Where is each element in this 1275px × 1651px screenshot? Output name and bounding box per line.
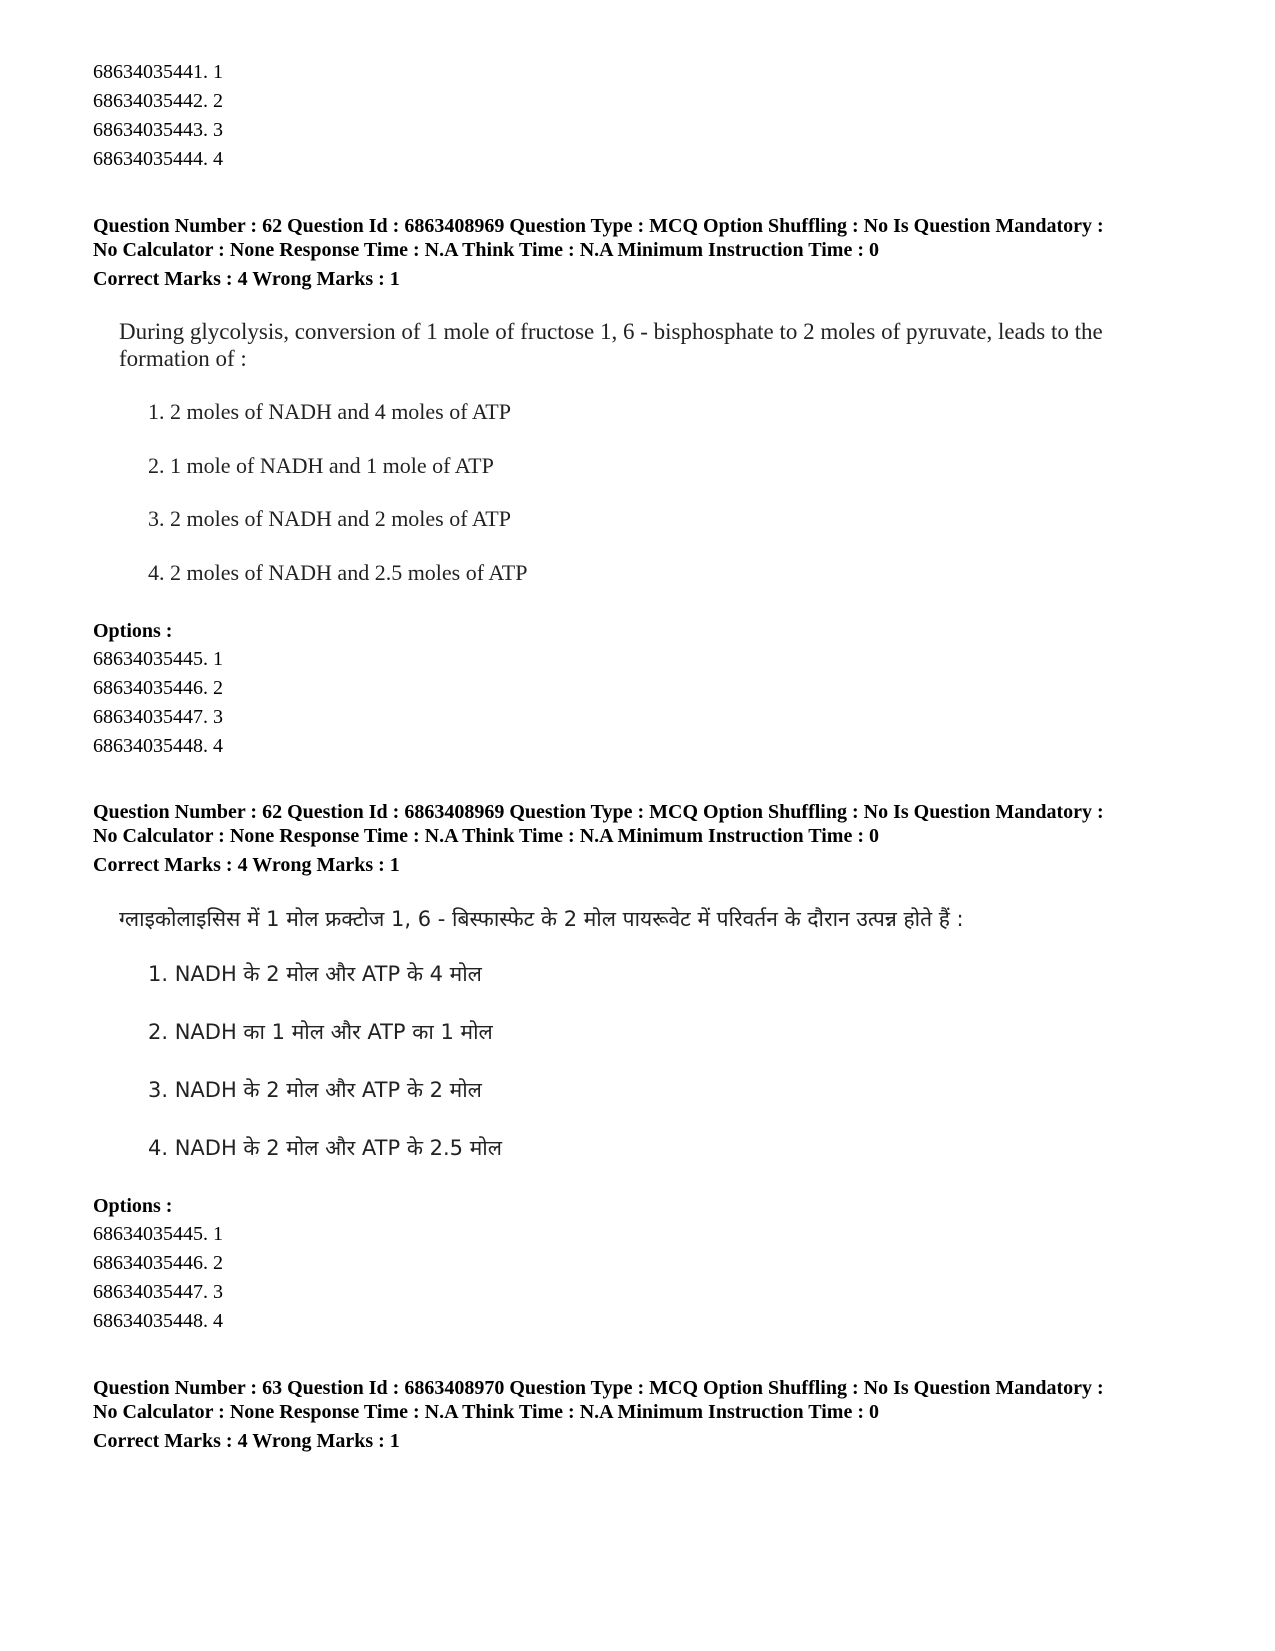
answer-choice: 2. 1 mole of NADH and 1 mole of ATP [148, 453, 494, 478]
answer-choice: 1. NADH के 2 मोल और ATP के 4 मोल [148, 962, 482, 986]
option-id: 68634035442. 2 [93, 90, 223, 112]
option-id: 68634035447. 3 [93, 1281, 223, 1303]
option-id: 68634035446. 2 [93, 1252, 223, 1274]
answer-choice: 4. NADH के 2 मोल और ATP के 2.5 मोल [148, 1136, 502, 1160]
answer-choice: 3. 2 moles of NADH and 2 moles of ATP [148, 506, 511, 531]
question-marks: Correct Marks : 4 Wrong Marks : 1 [93, 1430, 400, 1452]
answer-choice: 1. 2 moles of NADH and 4 moles of ATP [148, 399, 511, 424]
question-header: No Calculator : None Response Time : N.A Think Time : N.A Minimum Instruction Time : 0 [93, 825, 879, 847]
question-header: Question Number : 62 Question Id : 6863408969 Question Type : MCQ Option Shuffling : No Is Question Mandatory : [93, 215, 1104, 237]
answer-choice: 4. 2 moles of NADH and 2.5 moles of ATP [148, 560, 528, 585]
question-header: No Calculator : None Response Time : N.A Think Time : N.A Minimum Instruction Time : 0 [93, 1401, 879, 1423]
option-id: 68634035448. 4 [93, 735, 223, 757]
question-text: During glycolysis, conversion of 1 mole of fructose 1, 6 - bisphosphate to 2 moles of pyruvate, leads to the [119, 319, 1103, 344]
option-id: 68634035448. 4 [93, 1310, 223, 1332]
question-marks: Correct Marks : 4 Wrong Marks : 1 [93, 268, 400, 290]
answer-choice: 3. NADH के 2 मोल और ATP के 2 मोल [148, 1078, 482, 1102]
question-header: Question Number : 62 Question Id : 6863408969 Question Type : MCQ Option Shuffling : No Is Question Mandatory : [93, 801, 1104, 823]
question-text: ग्लाइकोलाइसिस में 1 मोल फ्रक्टोज 1, 6 - बिस्फास्फेट के 2 मोल पायरूवेट में परिवर्तन के दौरान उत्पन्न होते हैं : [119, 907, 964, 931]
options-label: Options : [93, 620, 173, 642]
question-header: Question Number : 63 Question Id : 6863408970 Question Type : MCQ Option Shuffling : No Is Question Mandatory : [93, 1377, 1104, 1399]
option-id: 68634035443. 3 [93, 119, 223, 141]
option-id: 68634035447. 3 [93, 706, 223, 728]
question-marks: Correct Marks : 4 Wrong Marks : 1 [93, 854, 400, 876]
question-text: formation of : [119, 346, 247, 371]
option-id: 68634035444. 4 [93, 148, 223, 170]
answer-choice: 2. NADH का 1 मोल और ATP का 1 मोल [148, 1020, 493, 1044]
option-id: 68634035445. 1 [93, 1223, 223, 1245]
question-header: No Calculator : None Response Time : N.A Think Time : N.A Minimum Instruction Time : 0 [93, 239, 879, 261]
option-id: 68634035445. 1 [93, 648, 223, 670]
options-label: Options : [93, 1195, 173, 1217]
option-id: 68634035441. 1 [93, 61, 223, 83]
option-id: 68634035446. 2 [93, 677, 223, 699]
